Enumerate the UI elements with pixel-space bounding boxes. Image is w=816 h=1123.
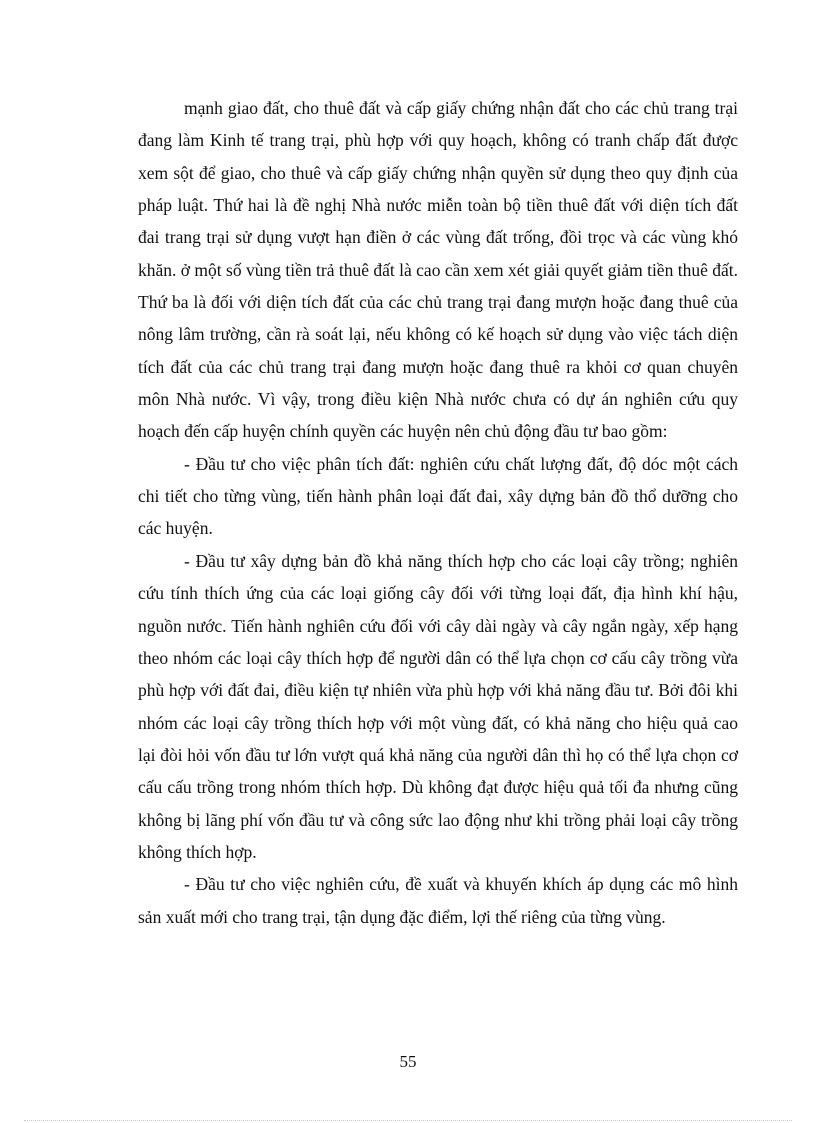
- body-text: [138, 92, 738, 933]
- paragraph-land-allocation: mạnh giao đất, cho thuê đất và cấp giấy chứng nhận đất cho các chủ trang trại đang làm Kinh tế trang trại, phù hợp với quy hoạch, không có tranh chấp đất được xem sột để giao, cho thuê và cấp giấy chứng nhận quyền sử dụng theo quy định của pháp luật. Thứ hai là đề nghị Nhà nước miễn toàn bộ tiền thuê đất với diện tích đất đai trang trại sử dụng vượt hạn điền ở các vùng đất trống, đồi trọc và các vùng khó khăn. ở một số vùng tiền trả thuê đất là cao cần xem xét giải quyết giảm tiền thuê đất. Thứ ba là đối với diện tích đất của các chủ trang trại đang mượn hoặc đang thuê của nông lâm trường, cần rà soát lại, nếu không có kế hoạch sử dụng vào việc tách diện tích đất của các chủ trang trại đang mượn hoặc đang thuê ra khỏi cơ quan chuyên môn Nhà nước. Vì vậy, trong điều kiện Nhà nước chưa có dự án nghiên cứu quy hoạch đến cấp huyện chính quyền các huyện nên chủ động đầu tư bao gồm:: [138, 98, 738, 442]
- paragraph-soil-analysis: - Đầu tư cho việc phân tích đất: nghiên cứu chất lượng đất, độ dóc một cách chi tiết cho từng vùng, tiến hành phân loại đất đai, xây dựng bản đồ thổ dưỡng cho các huyện.: [138, 453, 738, 539]
- page-number: 55: [399, 1052, 417, 1071]
- paragraph-crop-suitability-map: - Đầu tư xây dựng bản đồ khả năng thích hợp cho các loại cây trồng; nghiên cứu tính thích ứng của các loại giống cây đối với từng loại đất, địa hình khí hậu, nguồn nước. Tiến hành nghiên cứu đối với cây dài ngày và cây ngắn ngày, xếp hạng theo nhóm các loại cây thích hợp để người dân có thể lựa chọn cơ cấu cây trồng vừa phù hợp với đất đai, điều kiện tự nhiên vừa phù hợp với khả năng đầu tư. Bởi đôi khi nhóm các loại cây trồng thích hợp với một vùng đất, có khả năng cho hiệu quả cao lại đòi hỏi vốn đầu tư lớn vượt quá khả năng của người dân thì họ có thể lựa chọn cơ cấu cấu trồng trong nhóm thích hợp. Dù không đạt được hiệu quả tối đa nhưng cũng không bị lãng phí vốn đầu tư và công sức lao động như khi trồng phải loại cây trồng không thích hợp.: [138, 550, 738, 862]
- paragraph-new-production-models: - Đầu tư cho việc nghiên cứu, đề xuất và khuyến khích áp dụng các mô hình sản xuất mới cho trang trại, tận dụng đặc điểm, lợi thế riêng của từng vùng.: [138, 874, 738, 927]
- page-bottom-divider: [24, 1120, 792, 1121]
